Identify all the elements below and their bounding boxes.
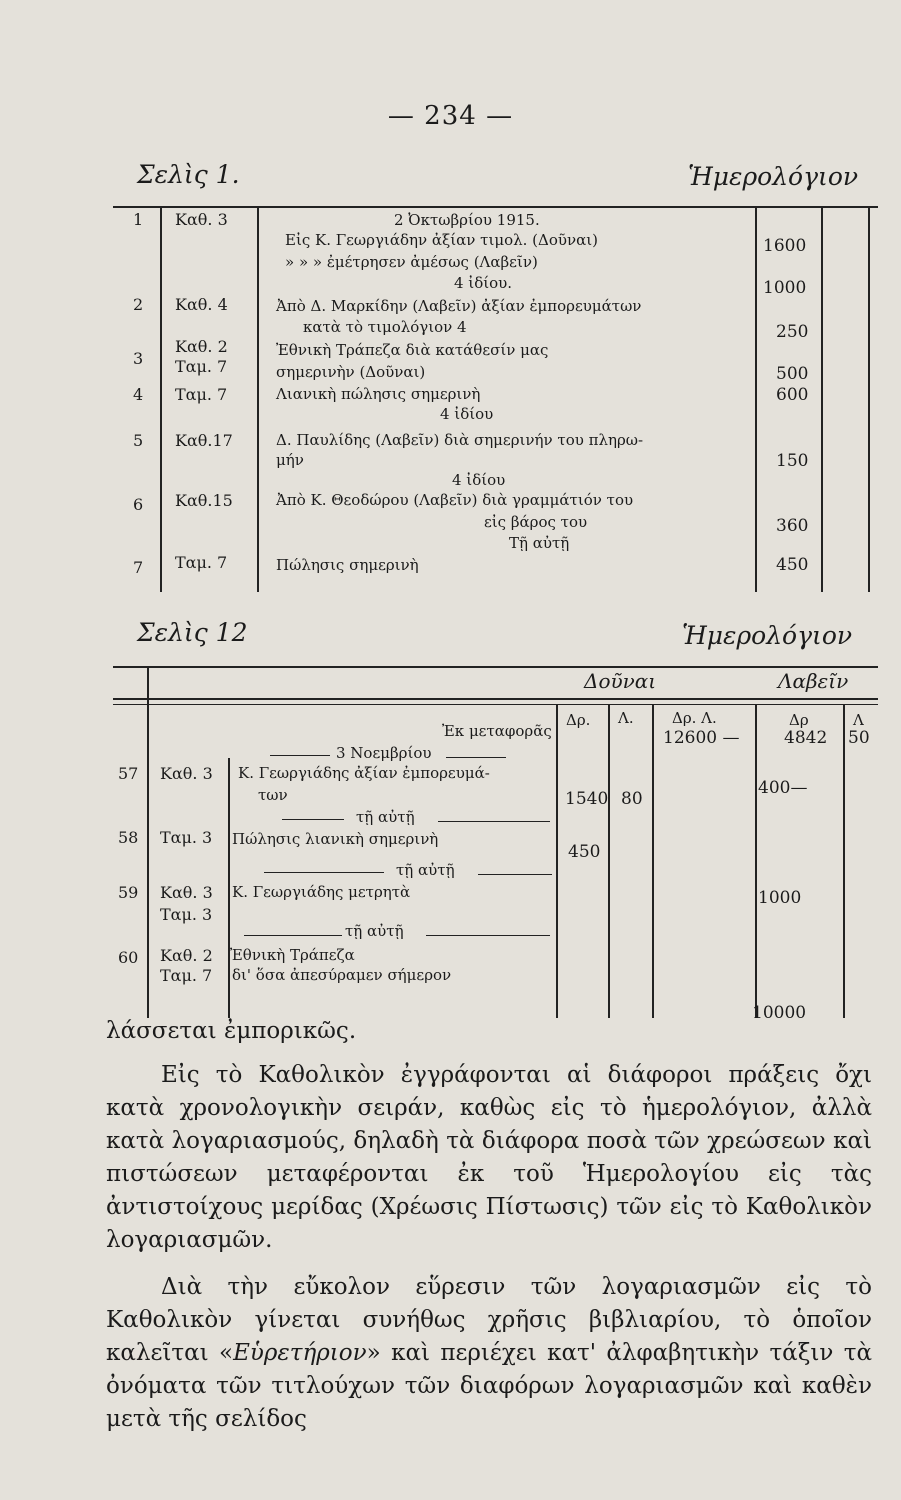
entry-text: Τῇ αὐτῇ — [509, 534, 570, 552]
entry-number: 60 — [118, 948, 139, 967]
col-lepta-take: Λ — [853, 711, 864, 729]
paragraph-index-part: » καὶ περιέχει κατ' ἀλφαβητικὴν τάξιν τὰ ὀνόματα τῶν τιτλούχων τῶν διαφόρων λογαριασμῶν καὶ καθὲν μετὰ τῆς σελίδος — [106, 1340, 872, 1432]
date-dash — [264, 872, 384, 873]
entry-text: Ἐθνικὴ Τράπεζα — [230, 946, 355, 964]
entry-number: 2 — [133, 295, 144, 314]
entry-text: Λιανικὴ πώλησις σημερινὴ — [276, 385, 481, 403]
account-ref: Καθ. 3 — [160, 764, 213, 783]
account-ref: Καθ. 4 — [175, 295, 228, 314]
entry-number: 1 — [133, 210, 144, 229]
amount: 360 — [776, 516, 809, 536]
account-ref: Καθ. 3 — [160, 883, 213, 902]
entry-text: μήν — [276, 451, 304, 469]
table2-header-rule — [113, 704, 878, 705]
table2-col-line — [652, 704, 654, 1018]
entry-text: Πώλησις σημερινὴ — [276, 556, 419, 574]
paragraph-index-part: Διὰ τὴν εὔκολον εὕρεσιν τῶν λογαριασμῶν εἰς τὸ Καθολικὸν γίνεται συνήθως χρῆσις βιβλιαρίου, τὸ ὁποῖον καλεῖται « — [106, 1274, 872, 1366]
table2-col-line — [147, 666, 149, 1018]
give-drachmas: 450 — [568, 842, 601, 862]
take-header: Λαβεῖν — [778, 669, 849, 693]
table2-col-line — [556, 704, 558, 1018]
index-book-title: Εὑρετήριον — [233, 1340, 367, 1366]
entry-text: 4 ἰδίου. — [454, 274, 513, 292]
amount: 450 — [776, 555, 809, 575]
page-number: — 234 — — [387, 101, 514, 131]
body-text — [106, 1015, 872, 1436]
entry-text: σημερινὴν (Δοῦναι) — [276, 363, 426, 381]
continuation-line: λάσσεται ἐμπορικῶς. — [106, 1018, 357, 1044]
entry-number: 3 — [133, 349, 144, 368]
col-drachmas: Δρ. — [566, 711, 591, 729]
date-dash — [270, 755, 330, 756]
bottom-total: 10000 — [752, 1003, 807, 1023]
transfer-label: Ἐκ μεταφορᾶς — [442, 722, 552, 740]
same-day: τῇ αὐτῇ — [345, 922, 404, 940]
transfer-take-lepta: 50 — [848, 728, 870, 748]
give-header: Δοῦναι — [584, 669, 657, 693]
section1-right-title: Ἡμερολόγιον — [688, 162, 859, 191]
entry-text: Εἰς Κ. Γεωργιάδην ἀξίαν τιμολ. (Δοῦναι) — [285, 231, 598, 249]
amount: 250 — [776, 322, 809, 342]
date-dash — [478, 874, 552, 875]
same-day: τῇ αὐτῇ — [396, 861, 455, 879]
entry-number: 6 — [133, 495, 144, 514]
section2-left-title: Σελὶς 12 — [137, 618, 248, 647]
account-ref: Ταμ. 3 — [160, 828, 213, 847]
date-november: 3 Νοεμβρίου — [336, 744, 432, 762]
amount: 500 — [776, 364, 809, 384]
amount: 600 — [776, 385, 809, 405]
entry-text: Ἀπὸ Κ. Θεοδώρου (Λαβεῖν) διὰ γραμμάτιόν του — [276, 491, 634, 509]
section1-left-title: Σελὶς 1. — [137, 160, 240, 189]
entry-text: 4 ἰδίου — [440, 405, 494, 423]
table2-header-rule — [113, 698, 878, 700]
date-dash — [282, 819, 344, 820]
amount: 1600 — [763, 236, 807, 256]
entry-text: Ἀπὸ Δ. Μαρκίδην (Λαβεῖν) ἀξίαν ἐμπορευμάτων — [276, 297, 642, 315]
entry-text: εἰς βάρος του — [484, 513, 588, 531]
table1-col-line — [755, 207, 757, 592]
amount: 150 — [776, 451, 809, 471]
entry-number: 58 — [118, 828, 139, 847]
take-amount: 1000 — [758, 888, 802, 908]
paragraph-ledger: Εἰς τὸ Καθολικὸν ἐγγράφονται αἱ διάφοροι πράξεις ὄχι κατὰ χρονολογικὴν σειράν, καθὼς εἰς τὸ ἡμερολόγιον, ἀλλὰ κατὰ λογαριασμούς, δηλαδὴ τὰ διάφορα ποσὰ τῶν χρεώσεων καὶ πιστώσεων μεταφέρονται ἐκ τοῦ Ἡμερολογίου εἰς τὰς ἀντιστοίχους μερίδας (Χρέωσις Πίστωσις) τῶν εἰς τὸ Καθολικὸν λογαριασμῶν. — [106, 1062, 872, 1253]
table1-col-line — [257, 207, 259, 592]
account-ref: Καθ. 2 — [175, 337, 228, 356]
account-ref: Καθ. 3 — [175, 210, 228, 229]
amount: 1000 — [763, 278, 807, 298]
give-drachmas: 1540 — [565, 789, 609, 809]
table1-col-line — [821, 207, 823, 592]
transfer-take-drachmas: 4842 — [784, 728, 828, 748]
entry-text: 4 ἰδίου — [452, 471, 506, 489]
date-dash — [446, 757, 506, 758]
table2-col-line — [228, 758, 230, 1018]
account-ref: Ταμ. 7 — [160, 966, 213, 985]
give-lepta: 80 — [621, 789, 643, 809]
table1-top-rule — [113, 206, 878, 208]
account-ref: Ταμ. 7 — [175, 385, 228, 404]
table2-col-line — [755, 704, 757, 1018]
entry-text: Πώλησις λιανικὴ σημερινὴ — [232, 830, 439, 848]
entry-text: 2 Ὀκτωβρίου 1915. — [394, 211, 540, 229]
entry-number: 5 — [133, 431, 144, 450]
entry-text: Ἐθνικὴ Τράπεζα διὰ κατάθεσίν μας — [276, 341, 549, 359]
entry-text: των — [258, 786, 288, 804]
account-ref: Ταμ. 7 — [175, 357, 228, 376]
table1-col-line — [160, 207, 162, 592]
paragraph-index — [106, 1271, 872, 1436]
section2-right-title: Ἡμερολόγιον — [682, 621, 853, 650]
entry-text: Κ. Γεωργιάδης μετρητὰ — [232, 883, 411, 901]
take-amount: 400— — [758, 778, 808, 798]
same-day: τῇ αὐτῇ — [356, 808, 415, 826]
col-drachmas-lepta: Δρ. Λ. — [672, 709, 717, 727]
account-ref: Ταμ. 7 — [175, 553, 228, 572]
entry-text: Κ. Γεωργιάδης ἀξίαν ἐμπορευμά- — [238, 764, 490, 782]
table2-top-rule — [113, 666, 878, 668]
entry-number: 59 — [118, 883, 139, 902]
col-drachmas-take: Δρ — [789, 711, 809, 729]
transfer-give: 12600 — — [663, 728, 740, 748]
entry-number: 4 — [133, 385, 144, 404]
entry-text: Δ. Παυλίδης (Λαβεῖν) διὰ σημερινήν του πληρω- — [276, 431, 644, 449]
table1-col-line — [868, 207, 870, 592]
account-ref: Καθ. 2 — [160, 946, 213, 965]
entry-text: δι' ὅσα ἀπεσύραμεν σήμερον — [232, 966, 452, 984]
account-ref: Καθ.15 — [175, 491, 233, 510]
table2-col-line — [608, 704, 610, 1018]
table2-col-line — [843, 704, 845, 1018]
col-lepta: Λ. — [618, 709, 634, 727]
entry-number: 57 — [118, 764, 139, 783]
account-ref: Ταμ. 3 — [160, 905, 213, 924]
entry-text: » » » ἐμέτρησεν ἀμέσως (Λαβεῖν) — [285, 253, 538, 271]
account-ref: Καθ.17 — [175, 431, 233, 450]
date-dash — [244, 935, 342, 936]
entry-text: κατὰ τὸ τιμολόγιον 4 — [303, 318, 467, 336]
date-dash — [426, 935, 550, 936]
date-dash — [438, 821, 550, 822]
entry-number: 7 — [133, 558, 144, 577]
